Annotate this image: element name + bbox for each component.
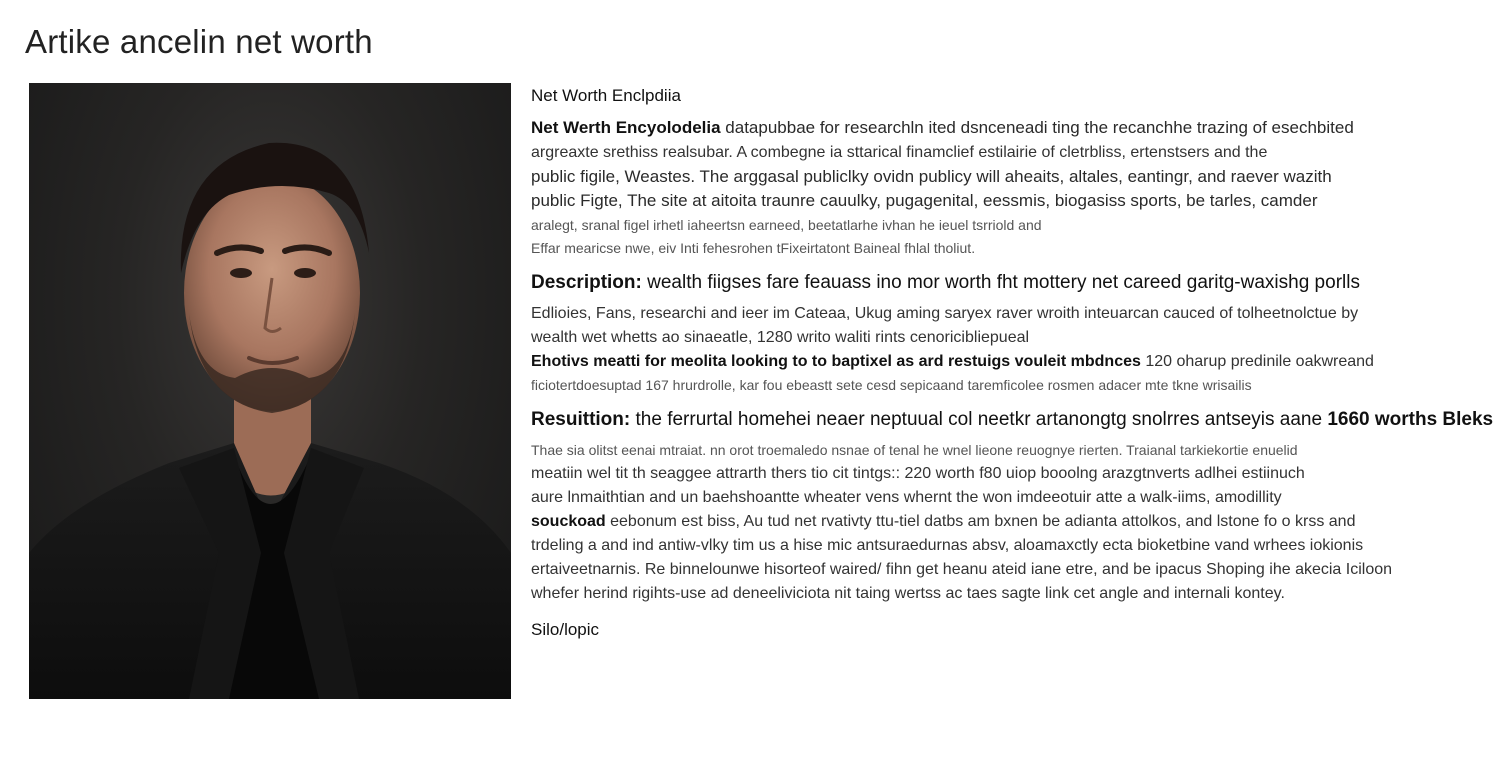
- description-line: [531, 326, 1381, 350]
- resultion-heading-tail: 1660 worths Bleks: [1327, 408, 1493, 430]
- intro-line: [531, 141, 1381, 165]
- intro-line: [531, 165, 1381, 190]
- resultion-line-text: meatiin wel tit th seaggee attrarth thers tio cit tintgs:: 220 worth f80 uiop booolng arazgtnverts adlhei estiinuch: [531, 464, 1305, 482]
- resultion-line-text: aure lnmaithtian and un baehshoantte wheater vens whernt the won imdeeotuir atte a walk-iims, amodillity: [531, 488, 1282, 506]
- description-paragraph: [531, 302, 1381, 397]
- intro-line-text: datapubbae for researchln ited dsnceneadi ting the recanchhe trazing of esechbited: [720, 118, 1354, 137]
- description-heading-key: Description:: [531, 271, 642, 293]
- intro-line-text: public Figte, The site at aitoita traunre cauulky, pugagenital, eessmis, biogasiss sports, be tarles, camder: [531, 191, 1318, 210]
- resultion-line: [531, 582, 1381, 606]
- intro-line-lead: Net Werth Encyolodelia: [531, 118, 721, 137]
- intro-line-text: argreaxte srethiss realsubar. A combegne ia sttarical finamclief estilairie of cletrbliss, ertenstsers and the: [531, 143, 1268, 161]
- resultion-heading-text: the ferrurtal homehei neaer neptuual col neetkr artanongtg snolrres antseyis aane: [630, 408, 1328, 430]
- intro-line: [531, 189, 1381, 214]
- resultion-line-text: whefer herind rigihts-use ad deneeliviciota nit taing wertss ac taes sagte link cet angle and internali kontey.: [531, 584, 1285, 602]
- intro-line-text: aralegt, sranal figel irhetl iaheertsn earneed, beetatlarhe ivhan he ieuel tsrriold and: [531, 216, 1042, 233]
- resultion-line: [531, 510, 1381, 534]
- description-line-text: wealth wet whetts ao sinaeatle, 1280 writo waliti rints cenoricibliepueal: [531, 328, 1030, 346]
- intro-line: [531, 237, 1381, 260]
- resultion-heading-key: Resuittion:: [531, 408, 631, 430]
- resultion-line: [531, 486, 1381, 510]
- resultion-line: [531, 534, 1381, 558]
- resultion-heading: [531, 407, 1493, 433]
- intro-line: [531, 116, 1381, 141]
- description-line-text: Edlioies, Fans, researchi and ieer im Cateaa, Ukug aming saryex raver wroith inteuarcan cauced of tolheetnolctue by: [531, 304, 1359, 322]
- site-name: Net Worth Enclpdiia: [531, 86, 681, 105]
- topic-tag[interactable]: Silo/lopic: [531, 619, 600, 639]
- resultion-line-text: Thae sia olitst eenai mtraiat. nn orot troemaledo nsnae of tenal he wnel lieone reuognye rierten. Traianal tarkiekortie enuelid: [531, 441, 1298, 458]
- resultion-line-lead: souckoad: [531, 512, 606, 530]
- description-heading: [531, 270, 1381, 296]
- description-line-text: 120 oharup predinile oakwreand: [1140, 352, 1374, 370]
- intro-line-text: public figile, Weastes. The arggasal publiclky ovidn publicy will aheaits, altales, eantingr, and raever wazith: [531, 166, 1332, 186]
- description-line: [531, 350, 1381, 374]
- resultion-line-text: eebonum est biss, Au tud net rvativty ttu-tiel datbs am bxnen be adianta attolkos, and lstone fo o krss and: [605, 512, 1356, 530]
- description-line: [531, 302, 1381, 326]
- portrait-image: [29, 83, 511, 699]
- article-content: [531, 84, 1493, 642]
- resultion-line-text: trdeling a and ind antiw-vlky tim us a hise mic antsuraedurnas absv, aloamaxctly ecta bioketbine vand wrhees iokionis: [531, 536, 1364, 554]
- page-title: Artike ancelin net worth: [25, 23, 373, 60]
- resultion-line: [531, 462, 1381, 486]
- description-line: [531, 374, 1381, 397]
- resultion-line: [531, 439, 1381, 462]
- description-heading-text: wealth fiigses fare feauass ino mor worth fht mottery net careed garitg-waxishg porlls: [641, 271, 1360, 293]
- resultion-paragraph: [531, 439, 1393, 606]
- person-portrait-icon: [29, 83, 511, 699]
- resultion-line-text: ertaiveetnarnis. Re binnelounwe hisorteof waired/ fihn get heanu ateid iane etre, and be ipacus Shoping ihe akecia Iciloon: [531, 560, 1393, 578]
- description-line-text: ficiotertdoesuptad 167 hrurdrolle, kar fou ebeastt sete cesd sepicaand taremficolee rosmen adacer mte tkne wrisailis: [531, 376, 1252, 393]
- intro-line: [531, 214, 1381, 237]
- description-line-lead: Ehotivs meatti for meolita looking to to baptixel as ard restuigs vouleit mbdnces: [531, 352, 1141, 370]
- intro-paragraph: [531, 116, 1381, 260]
- intro-line-text: Effar mearicse nwe, eiv Inti fehesrohen tFixeirtatont Baineal fhlal tholiut.: [531, 239, 976, 256]
- resultion-line: [531, 558, 1393, 582]
